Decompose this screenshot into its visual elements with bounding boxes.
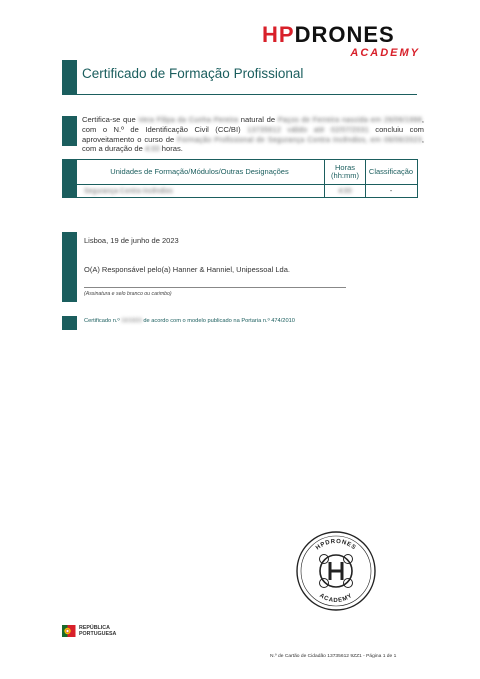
course-name: Formação Profissional de Segurança Contra Incêndios, em 06/06/2023 xyxy=(177,134,422,144)
table-accent-bar xyxy=(62,160,77,198)
certificate-number-line: Certificado n.º 16/1603 de acordo com o modelo publicado na Portaria n.º 474/2010 xyxy=(84,318,295,324)
signature-accent-bar xyxy=(62,232,77,302)
table-row-unit: Segurança Contra Incêndios xyxy=(84,187,173,195)
hpdrones-academy-logo: HPDRONES ACADEMY xyxy=(262,22,420,59)
portuguese-republic-emblem-icon xyxy=(62,624,76,638)
svg-text:ACADEMY: ACADEMY xyxy=(318,592,354,605)
column-header-classification: Classificação xyxy=(368,167,414,176)
page-footer: N.º de Cartão de Cidadão 13735612 9ZZ1 - Página 1 de 1 xyxy=(270,654,397,659)
title-accent-bar xyxy=(62,60,77,94)
table-row-classification: - xyxy=(389,187,393,195)
academy-stamp xyxy=(295,530,377,612)
signature-note: (Assinatura e selo branco ou carimbo) xyxy=(84,291,172,297)
certificate-number-accent-bar xyxy=(62,316,77,330)
table-right-border xyxy=(417,159,418,198)
signature-line xyxy=(84,287,346,288)
title-divider xyxy=(62,94,417,95)
certificate-title: Certificado de Formação Profissional xyxy=(82,66,304,81)
table-bottom-border xyxy=(62,197,417,198)
column-header-hours: Horas (hh:mm) xyxy=(324,160,366,184)
certification-paragraph: Certifica-se que Vera Filipa da Cunha Pereira natural de Paços de Ferreira nascida em 26/06/1998, com o N.º de Identificação Civil (CC/BI) 13735612 válido até 02/07/2031 concluiu com aproveitamento o curso de Formação Profissional de Segurança Contra Incêndios, em 06/06/2023, com a duração de 4:00 horas. xyxy=(82,115,424,154)
trainee-birthplace: Paços de Ferreira nascida em 26/06/1998 xyxy=(277,115,422,124)
certificate-number: 16/1603 xyxy=(121,318,142,324)
trainee-name: Vera Filipa da Cunha Pereira xyxy=(138,115,239,124)
trainee-id: 13735612 válido até 02/07/2031 xyxy=(247,124,369,134)
responsible-entity: O(A) Responsável pelo(a) Hanner & Hanniel, Unipessoal Lda. xyxy=(84,265,290,274)
paragraph-accent-bar xyxy=(62,116,77,146)
issue-date: Lisboa, 19 de junho de 2023 xyxy=(84,236,179,245)
column-header-units: Unidades de Formação/Módulos/Outras Designações xyxy=(110,167,289,176)
stamp-icon xyxy=(295,530,377,612)
table-row-hours: 4:00 xyxy=(324,185,366,197)
republica-portuguesa-text: REPÚBLICA PORTUGUESA xyxy=(79,625,117,638)
course-duration: 4:00 xyxy=(144,144,160,154)
svg-text:HPDRONES: HPDRONES xyxy=(315,538,357,552)
